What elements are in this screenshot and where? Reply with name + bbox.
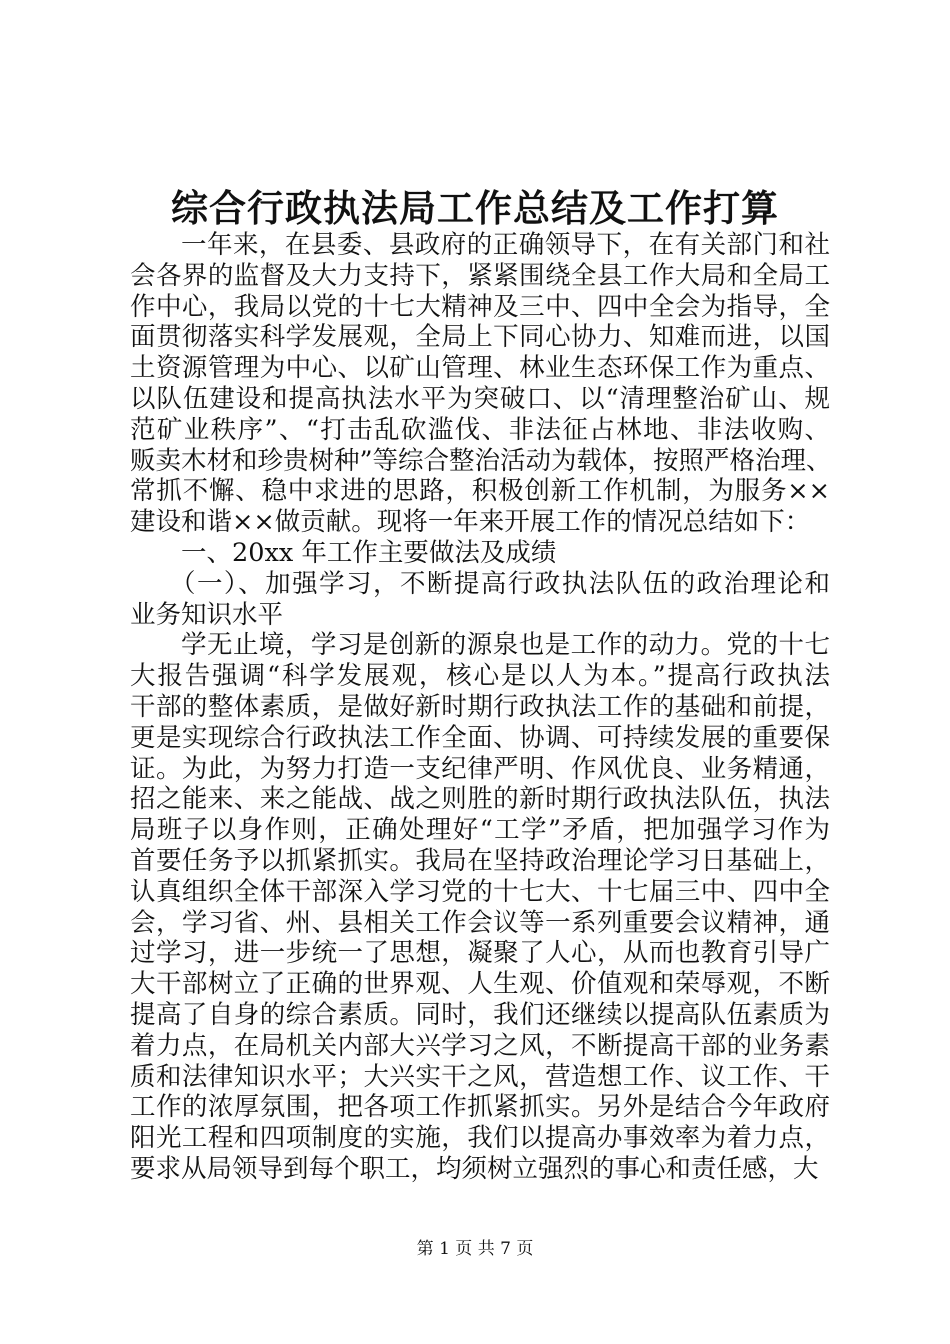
text-line: 以队伍建设和提高执法水平为突破口、以“清理整治矿山、规 [130,383,830,414]
text-line: 着力点，在局机关内部大兴学习之风，不断提高干部的业务素 [130,1030,830,1061]
text-line: 贩卖木材和珍贵树种”等综合整治活动为载体，按照严格治理、 [130,445,832,476]
text-line: 常抓不懈、稳中求进的思路，积极创新工作机制，为服务×× [130,476,830,507]
text-line: 作中心，我局以党的十七大精神及三中、四中全会为指导，全 [130,291,830,322]
paragraph [130,230,830,538]
text-line: 认真组织全体干部深入学习党的十七大、十七届三中、四中全 [130,876,830,907]
text-line: 质和法律知识水平；大兴实干之风，营造想工作、议工作、干 [130,1061,830,1092]
page-footer: 第 1 页 共 7 页 [416,1239,534,1259]
paragraph [130,569,830,631]
text-line: 大干部树立了正确的世界观、人生观、价值观和荣辱观，不断 [130,969,830,1000]
text-line: 一、20xx 年工作主要做法及成绩 [181,537,557,568]
text-line: 土资源管理为中心、以矿山管理、林业生态环保工作为重点、 [130,353,830,384]
text-line: 阳光工程和四项制度的实施，我们以提高办事效率为着力点， [130,1123,830,1154]
text-line: 业务知识水平 [130,599,284,630]
text-line: 局班子以身作则，正确处理好“工学”矛盾，把加强学习作为 [130,815,830,846]
text-line: 会，学习省、州、县相关工作会议等一系列重要会议精神，通 [130,907,830,938]
text-line: 会各界的监督及大力支持下，紧紧围绕全县工作大局和全局工 [130,260,830,291]
text-line: 首要任务予以抓紧抓实。我局在坚持政治理论学习日基础上， [130,845,830,876]
text-line: 工作的浓厚氛围，把各项工作抓紧抓实。另外是结合今年政府 [130,1092,830,1123]
text-line: 面贯彻落实科学发展观，全局上下同心协力、知难而进，以国 [130,322,830,353]
text-line: 证。为此，为努力打造一支纪律严明、作风优良、业务精通， [130,753,830,784]
text-line: 范矿业秩序”、“打击乱砍滥伐、非法征占林地、非法收购、 [130,414,830,445]
document-title: 综合行政执法局工作总结及工作打算 [171,186,779,230]
text-line: 学无止境，学习是创新的源泉也是工作的动力。党的十七 [181,630,830,661]
document-body [130,230,830,1185]
text-line: 提高了自身的综合素质。同时，我们还继续以提高队伍素质为 [130,999,830,1030]
text-line: （一）、加强学习，不断提高行政执法队伍的政治理论和 [170,568,830,599]
text-line: 更是实现综合行政执法工作全面、协调、可持续发展的重要保 [130,722,830,753]
paragraph [130,630,830,1184]
text-line: 要求从局领导到每个职工，均须树立强烈的事心和责任感，大 [130,1153,819,1184]
paragraph [130,538,830,569]
text-line: 招之能来、来之能战、战之则胜的新时期行政执法队伍，执法 [130,784,830,815]
text-line: 建设和谐××做贡献。现将一年来开展工作的情况总结如下： [130,507,811,538]
text-line: 一年来，在县委、县政府的正确领导下，在有关部门和社 [181,230,830,260]
text-line: 干部的整体素质，是做好新时期行政执法工作的基础和前提， [130,691,830,722]
text-line: 大报告强调“科学发展观，核心是以人为本。”提高行政执法 [130,661,830,692]
text-line: 过学习，进一步统一了思想，凝聚了人心，从而也教育引导广 [130,938,830,969]
